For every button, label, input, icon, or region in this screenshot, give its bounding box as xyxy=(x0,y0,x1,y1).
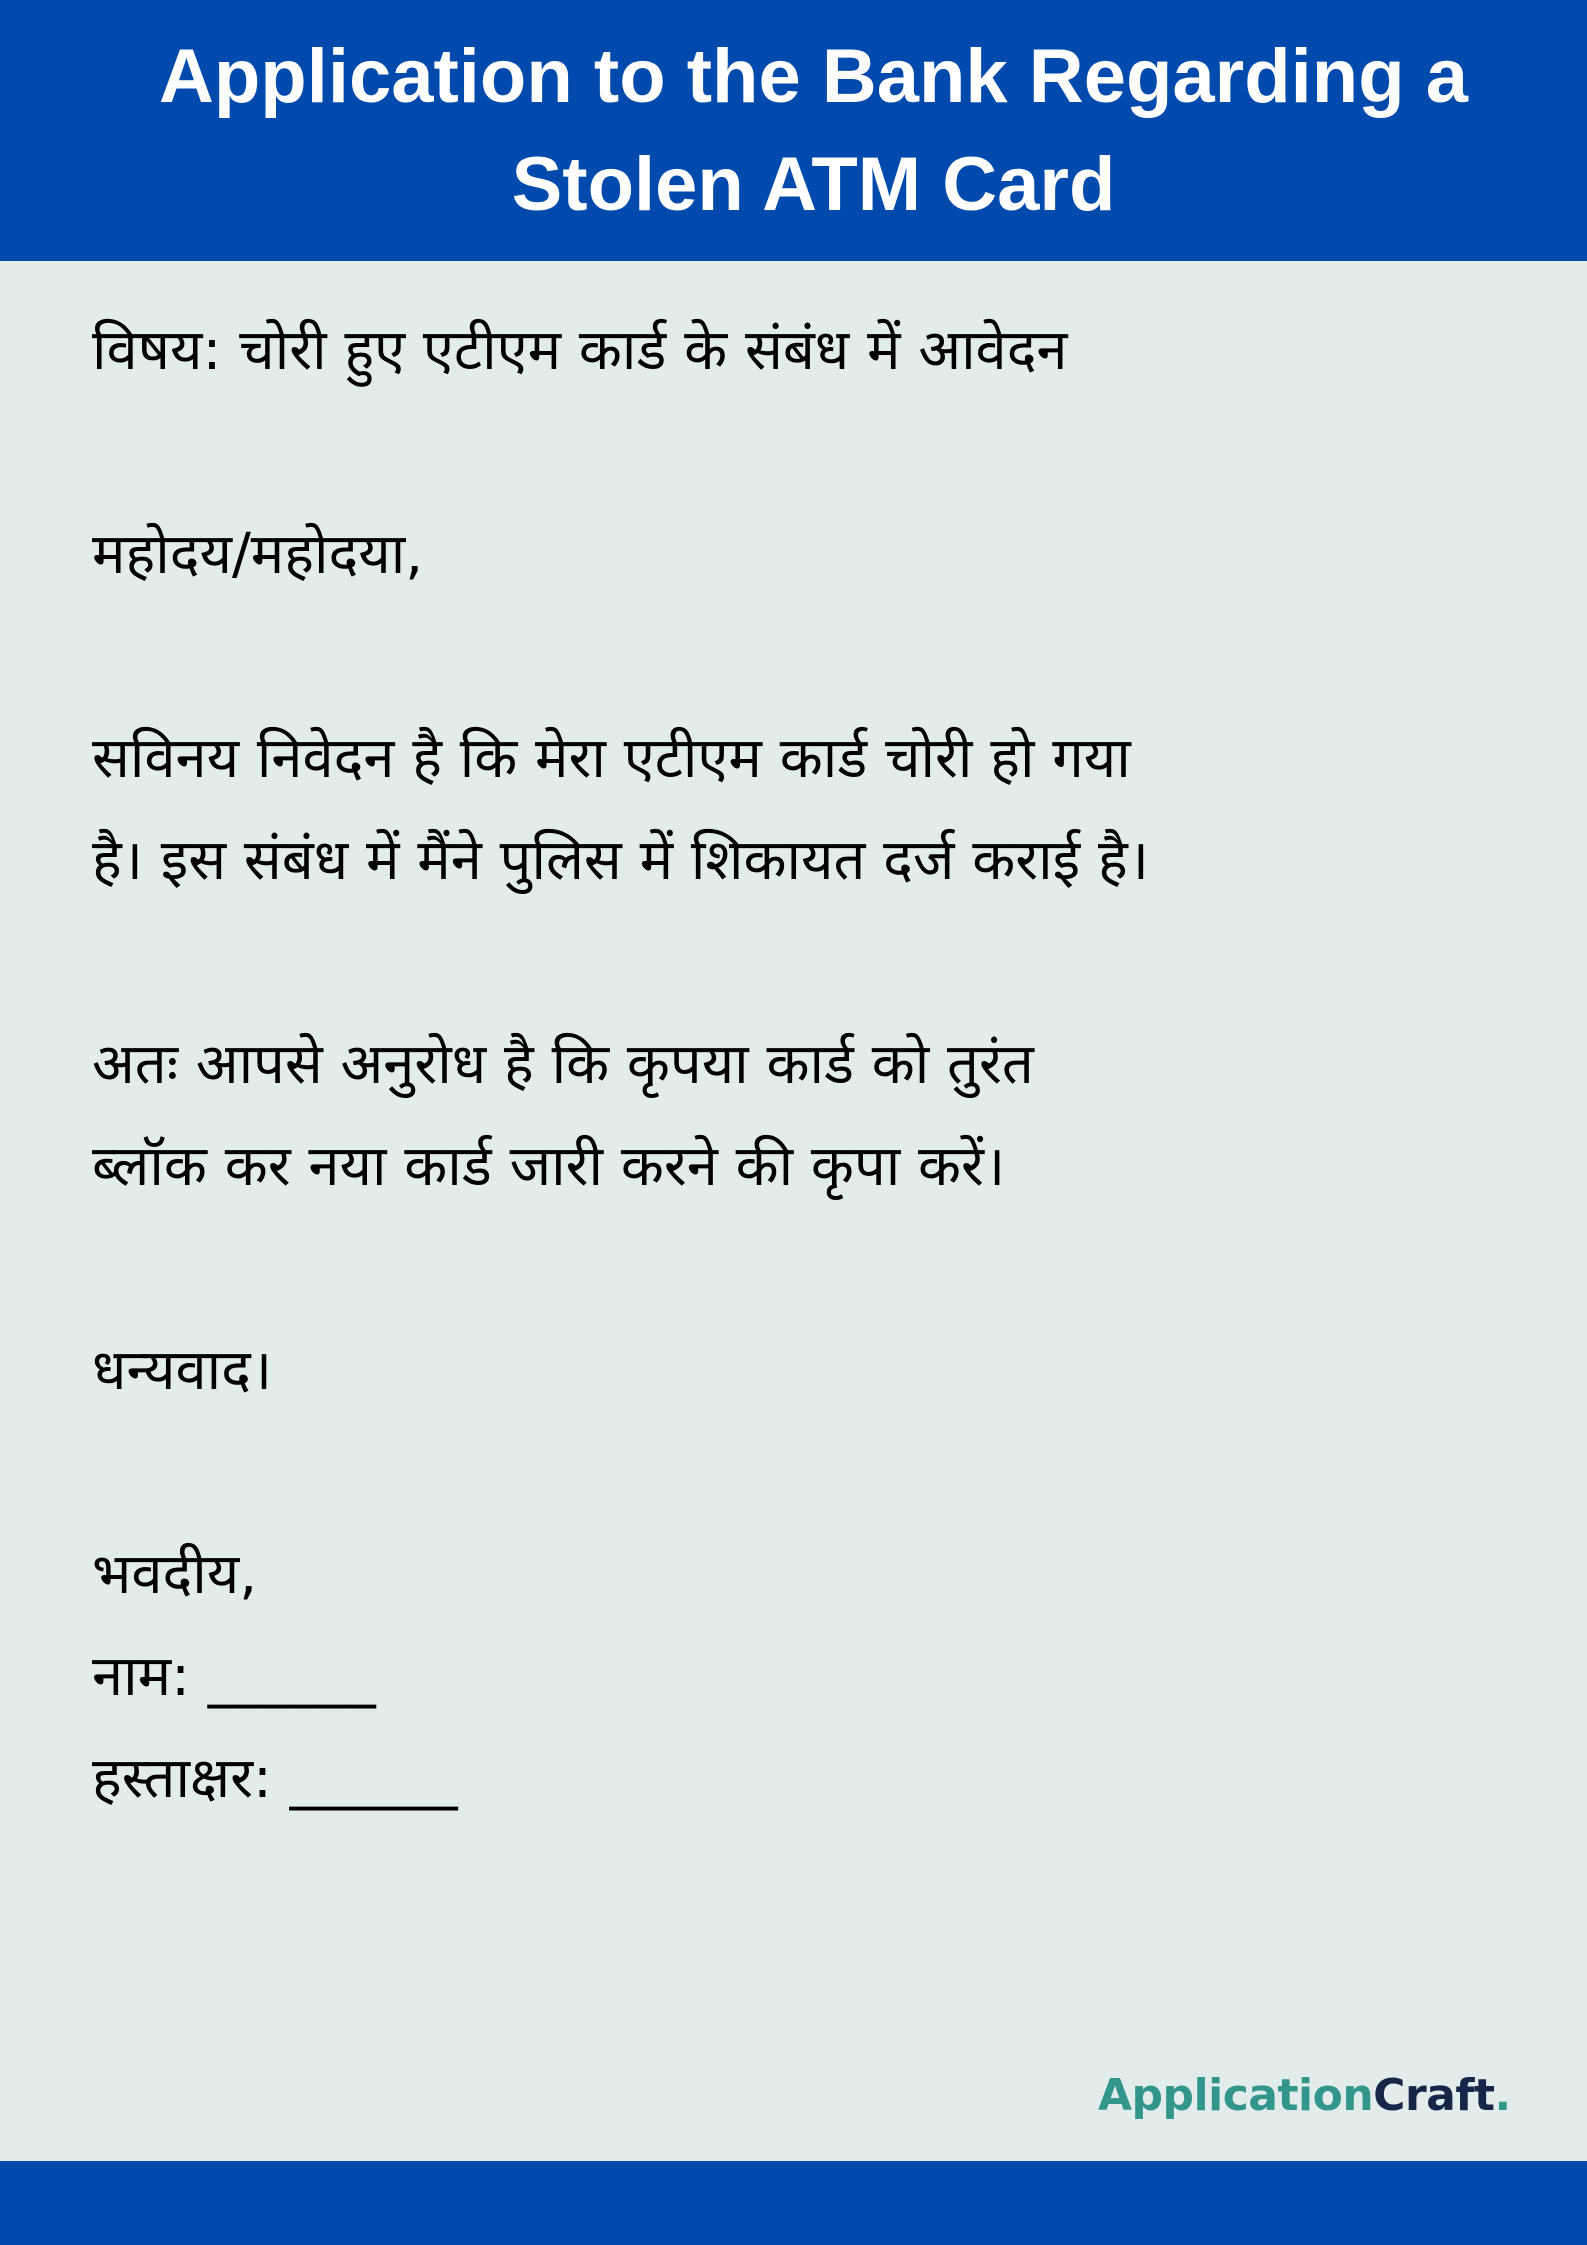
spacer xyxy=(92,912,1512,1014)
spacer xyxy=(92,402,1512,504)
page-title-line-2: Stolen ATM Card xyxy=(511,141,1116,227)
letter-body xyxy=(92,300,1512,1830)
brand-logo xyxy=(1098,2066,1511,2126)
page-title xyxy=(89,23,1539,239)
name-field-line: नाम: ______ xyxy=(92,1644,376,1709)
spacer xyxy=(92,1422,1512,1524)
paragraph-line: है। इस संबंध में मैंने पुलिस में शिकायत दर्ज कराई है। xyxy=(92,828,1149,893)
header-banner xyxy=(0,0,1587,261)
footer-band xyxy=(0,2161,1587,2245)
logo-dot: . xyxy=(1494,2070,1511,2121)
salutation: महोदय/महोदया, xyxy=(92,522,424,587)
paragraph-request-context xyxy=(92,708,1512,912)
spacer xyxy=(92,1218,1512,1320)
signature-field-line: हस्ताक्षर: ______ xyxy=(92,1746,458,1811)
closing-line: भवदीय, xyxy=(92,1542,258,1607)
subject-line: विषय: चोरी हुए एटीएम कार्ड के संबंध में आवेदन xyxy=(92,318,1068,383)
page-title-line-1: Application to the Bank Regarding a xyxy=(159,33,1468,119)
paragraph-line: अतः आपसे अनुरोध है कि कृपया कार्ड को तुरंत xyxy=(92,1032,1034,1097)
paragraph-request xyxy=(92,1014,1512,1218)
paragraph-line: ब्लॉक कर नया कार्ड जारी करने की कृपा करें। xyxy=(92,1134,1006,1199)
logo-text-craft: Craft xyxy=(1373,2070,1495,2121)
thanks-line: धन्यवाद। xyxy=(92,1338,273,1403)
logo-text-application: Application xyxy=(1098,2070,1374,2121)
spacer xyxy=(92,606,1512,708)
paragraph-line: सविनय निवेदन है कि मेरा एटीएम कार्ड चोरी हो गया xyxy=(92,726,1131,791)
